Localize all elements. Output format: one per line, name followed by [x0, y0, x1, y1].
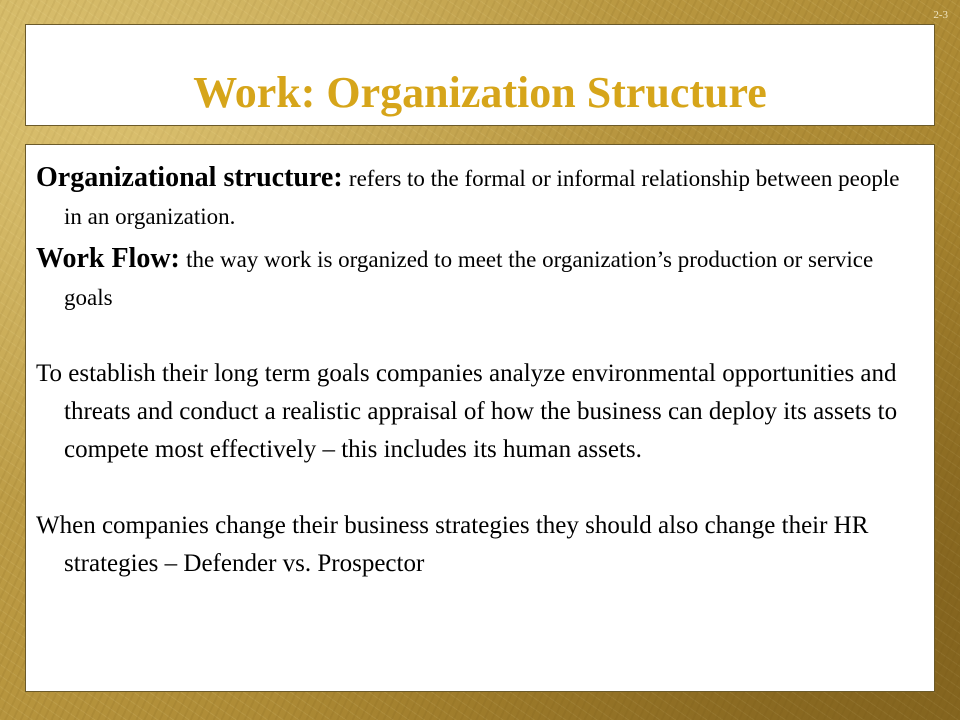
- term-label: Work Flow:: [36, 243, 180, 274]
- content-box: [25, 144, 935, 692]
- spacer: [36, 317, 918, 355]
- term-label: Organizational structure:: [36, 162, 343, 193]
- paragraph-business-strategies: When companies change their business strategies they should also change their HR strategies – Defender vs. Prospector: [36, 512, 869, 577]
- spacer: [36, 469, 918, 507]
- slide-title: Work: Organization Structure: [193, 68, 767, 117]
- term-definition: refers to the formal or informal relationship between people in an organization.: [64, 166, 900, 229]
- definition-work-flow: [36, 240, 918, 317]
- term-definition: the way work is organized to meet the organization’s production or service goals: [64, 247, 874, 310]
- definition-organizational-structure: [36, 159, 918, 236]
- slide-number: 2-3: [933, 9, 948, 21]
- title-box: [25, 24, 935, 126]
- paragraph-long-term-goals: To establish their long term goals companies analyze environmental opportunities and threats and conduct a realistic appraisal of how the business can deploy its assets to compete most effectively – this includes its human assets.: [36, 360, 898, 463]
